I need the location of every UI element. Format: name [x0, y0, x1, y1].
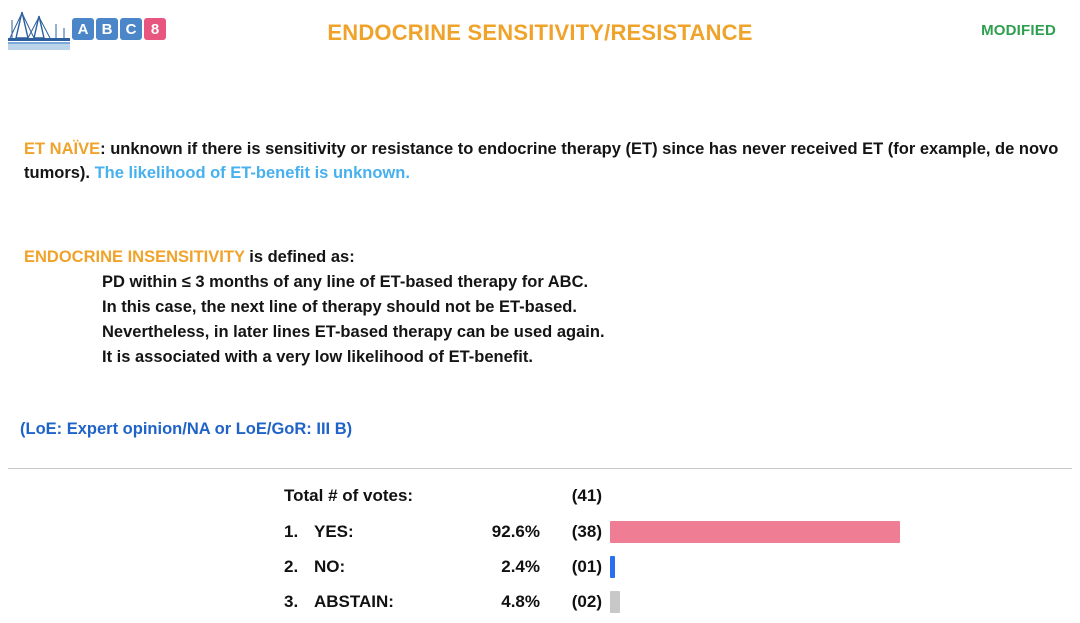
status-badge-modified: MODIFIED — [981, 22, 1056, 39]
logo-badge-c: C — [120, 18, 142, 40]
section-divider — [8, 468, 1072, 469]
vote-row-label: NO: — [314, 556, 346, 576]
insensitivity-detail-list — [102, 270, 1060, 370]
page-title: ENDOCRINE SENSITIVITY/RESISTANCE — [327, 20, 753, 45]
table-row — [0, 549, 1080, 584]
vote-row-percent: 4.8% — [501, 591, 540, 611]
vote-total-label: Total # of votes: — [284, 486, 414, 505]
vote-row-bar — [610, 556, 615, 578]
term-et-naive: ET NAÏVE — [24, 140, 101, 158]
insensitivity-detail-line-2: In this case, the next line of therapy should not be ET-based. — [102, 298, 577, 316]
vote-row-number: 3. — [284, 591, 299, 611]
vote-total-count: (41) — [571, 486, 602, 505]
vote-row-bar-cell — [610, 591, 1030, 613]
insensitivity-defined-as: is defined as: — [244, 248, 355, 266]
insensitivity-detail-line-3: Nevertheless, in later lines ET-based therapy can be used again. — [102, 323, 605, 342]
table-row — [0, 514, 1080, 549]
vote-row-count: (38) — [571, 521, 602, 541]
insensitivity-highlight: It is associated with a very low likelihood of ET-benefit. — [102, 348, 533, 367]
paragraph-et-naive — [24, 138, 1060, 186]
logo-badge-number: 8 — [144, 18, 166, 40]
vote-row-bar-cell — [610, 556, 1030, 578]
vote-row-bar — [610, 521, 900, 543]
vote-row-percent: 2.4% — [501, 556, 540, 576]
paragraph-endocrine-insensitivity — [24, 246, 1060, 370]
vote-row-bar-cell — [610, 521, 1030, 543]
vote-row-percent: 92.6% — [491, 521, 540, 541]
logo-badge-a: A — [72, 18, 94, 40]
et-naive-highlight: The likelihood of ET-benefit is unknown. — [94, 163, 410, 182]
vote-results — [0, 478, 1080, 619]
vote-row-count: (02) — [571, 591, 602, 611]
level-of-evidence-line: (LoE: Expert opinion/NA or LoE/GoR: III B) — [20, 420, 353, 438]
vote-row-count: (01) — [571, 556, 602, 576]
slide-header — [0, 0, 1080, 70]
vote-row-number: 1. — [284, 521, 299, 541]
insensitivity-heading-line — [24, 246, 1060, 270]
table-row — [0, 584, 1080, 619]
logo-badge-b: B — [96, 18, 118, 40]
term-endocrine-insensitivity: ENDOCRINE INSENSITIVITY — [24, 248, 245, 266]
vote-row-label: YES: — [314, 521, 354, 541]
vote-total-row — [0, 478, 1080, 514]
vote-row-bar — [610, 591, 620, 613]
vote-row-label: ABSTAIN: — [314, 591, 394, 611]
vote-row-number: 2. — [284, 556, 299, 576]
et-naive-body-text: : unknown if there is sensitivity or resistance to endocrine therapy (ET) since has never received ET (for example, de novo tumors). — [24, 140, 1059, 182]
insensitivity-detail-line-1: PD within ≤ 3 months of any line of ET-based therapy for ABC. — [102, 272, 589, 291]
